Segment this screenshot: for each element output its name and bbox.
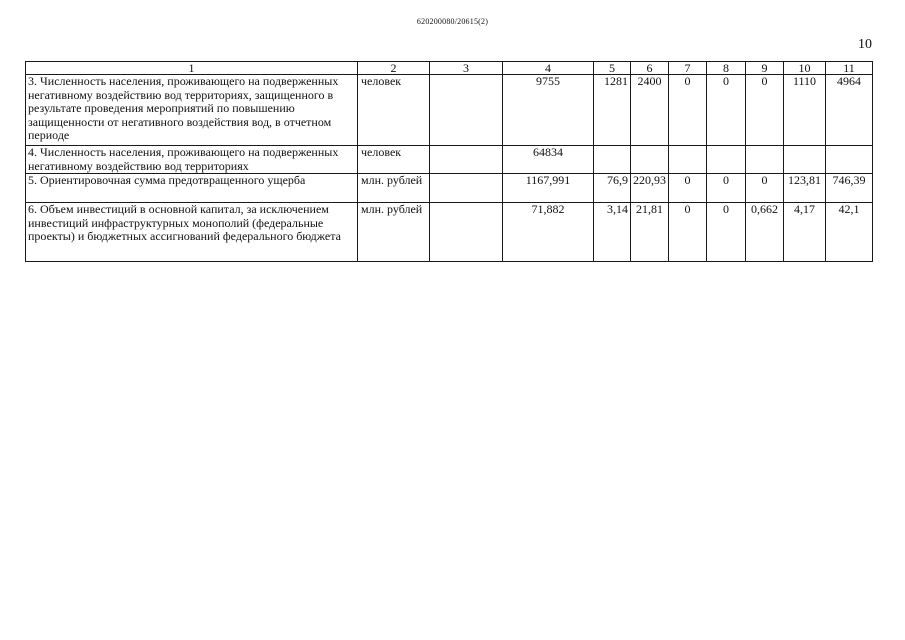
column-header: 7 <box>669 62 707 75</box>
table-row <box>26 75 873 146</box>
value-cell <box>826 146 873 174</box>
unit-cell: человек <box>358 146 430 174</box>
value-cell: 3,14 <box>594 203 631 262</box>
value-cell: 0 <box>746 174 784 203</box>
column-header: 9 <box>746 62 784 75</box>
value-cell <box>746 146 784 174</box>
column-header: 2 <box>358 62 430 75</box>
value-cell: 2400 <box>631 75 669 146</box>
value-cell: 4,17 <box>784 203 826 262</box>
value-cell <box>430 75 503 146</box>
value-cell: 64834 <box>503 146 594 174</box>
value-cell: 1167,991 <box>503 174 594 203</box>
column-header: 10 <box>784 62 826 75</box>
value-cell: 21,81 <box>631 203 669 262</box>
column-header: 1 <box>26 62 358 75</box>
unit-cell: млн. рублей <box>358 203 430 262</box>
column-header: 4 <box>503 62 594 75</box>
value-cell <box>430 174 503 203</box>
column-header: 6 <box>631 62 669 75</box>
value-cell: 0 <box>669 174 707 203</box>
value-cell: 71,882 <box>503 203 594 262</box>
table-row <box>26 203 873 262</box>
value-cell <box>784 146 826 174</box>
value-cell <box>669 146 707 174</box>
value-cell: 9755 <box>503 75 594 146</box>
value-cell: 0 <box>746 75 784 146</box>
column-header: 3 <box>430 62 503 75</box>
indicator-cell: 4. Численность населения, проживающего на подверженных негативному воздействию вод территориях <box>26 146 358 174</box>
value-cell: 42,1 <box>826 203 873 262</box>
value-cell: 0,662 <box>746 203 784 262</box>
indicators-table <box>25 61 873 262</box>
value-cell: 1281 <box>594 75 631 146</box>
value-cell: 0 <box>707 203 746 262</box>
value-cell: 0 <box>669 75 707 146</box>
value-cell: 0 <box>707 75 746 146</box>
value-cell <box>631 146 669 174</box>
value-cell <box>707 146 746 174</box>
unit-cell: млн. рублей <box>358 174 430 203</box>
table-header-row <box>26 62 873 75</box>
value-cell <box>594 146 631 174</box>
indicator-cell: 5. Ориентировочная сумма предотвращенного ущерба <box>26 174 358 203</box>
value-cell: 746,39 <box>826 174 873 203</box>
value-cell: 123,81 <box>784 174 826 203</box>
table-row <box>26 174 873 203</box>
column-header: 5 <box>594 62 631 75</box>
value-cell: 0 <box>707 174 746 203</box>
value-cell: 0 <box>669 203 707 262</box>
unit-cell: человек <box>358 75 430 146</box>
value-cell: 4964 <box>826 75 873 146</box>
value-cell: 76,9 <box>594 174 631 203</box>
value-cell <box>430 203 503 262</box>
column-header: 11 <box>826 62 873 75</box>
indicator-cell: 6. Объем инвестиций в основной капитал, за исключением инвестиций инфраструктурных монополий (федеральные проекты) и бюджетных ассигнований федерального бюджета <box>26 203 358 262</box>
value-cell: 1110 <box>784 75 826 146</box>
document-id: 620200080/20615(2) <box>416 17 489 26</box>
value-cell <box>430 146 503 174</box>
table-row <box>26 146 873 174</box>
value-cell: 220,93 <box>631 174 669 203</box>
page-number: 10 <box>858 37 872 52</box>
indicator-cell: 3. Численность населения, проживающего на подверженных негативному воздействию вод территориях, защищенного в результате проведения мероприятий по повышению защищенности от негативного воздействия вод, в отчетном периоде <box>26 75 358 146</box>
column-header: 8 <box>707 62 746 75</box>
